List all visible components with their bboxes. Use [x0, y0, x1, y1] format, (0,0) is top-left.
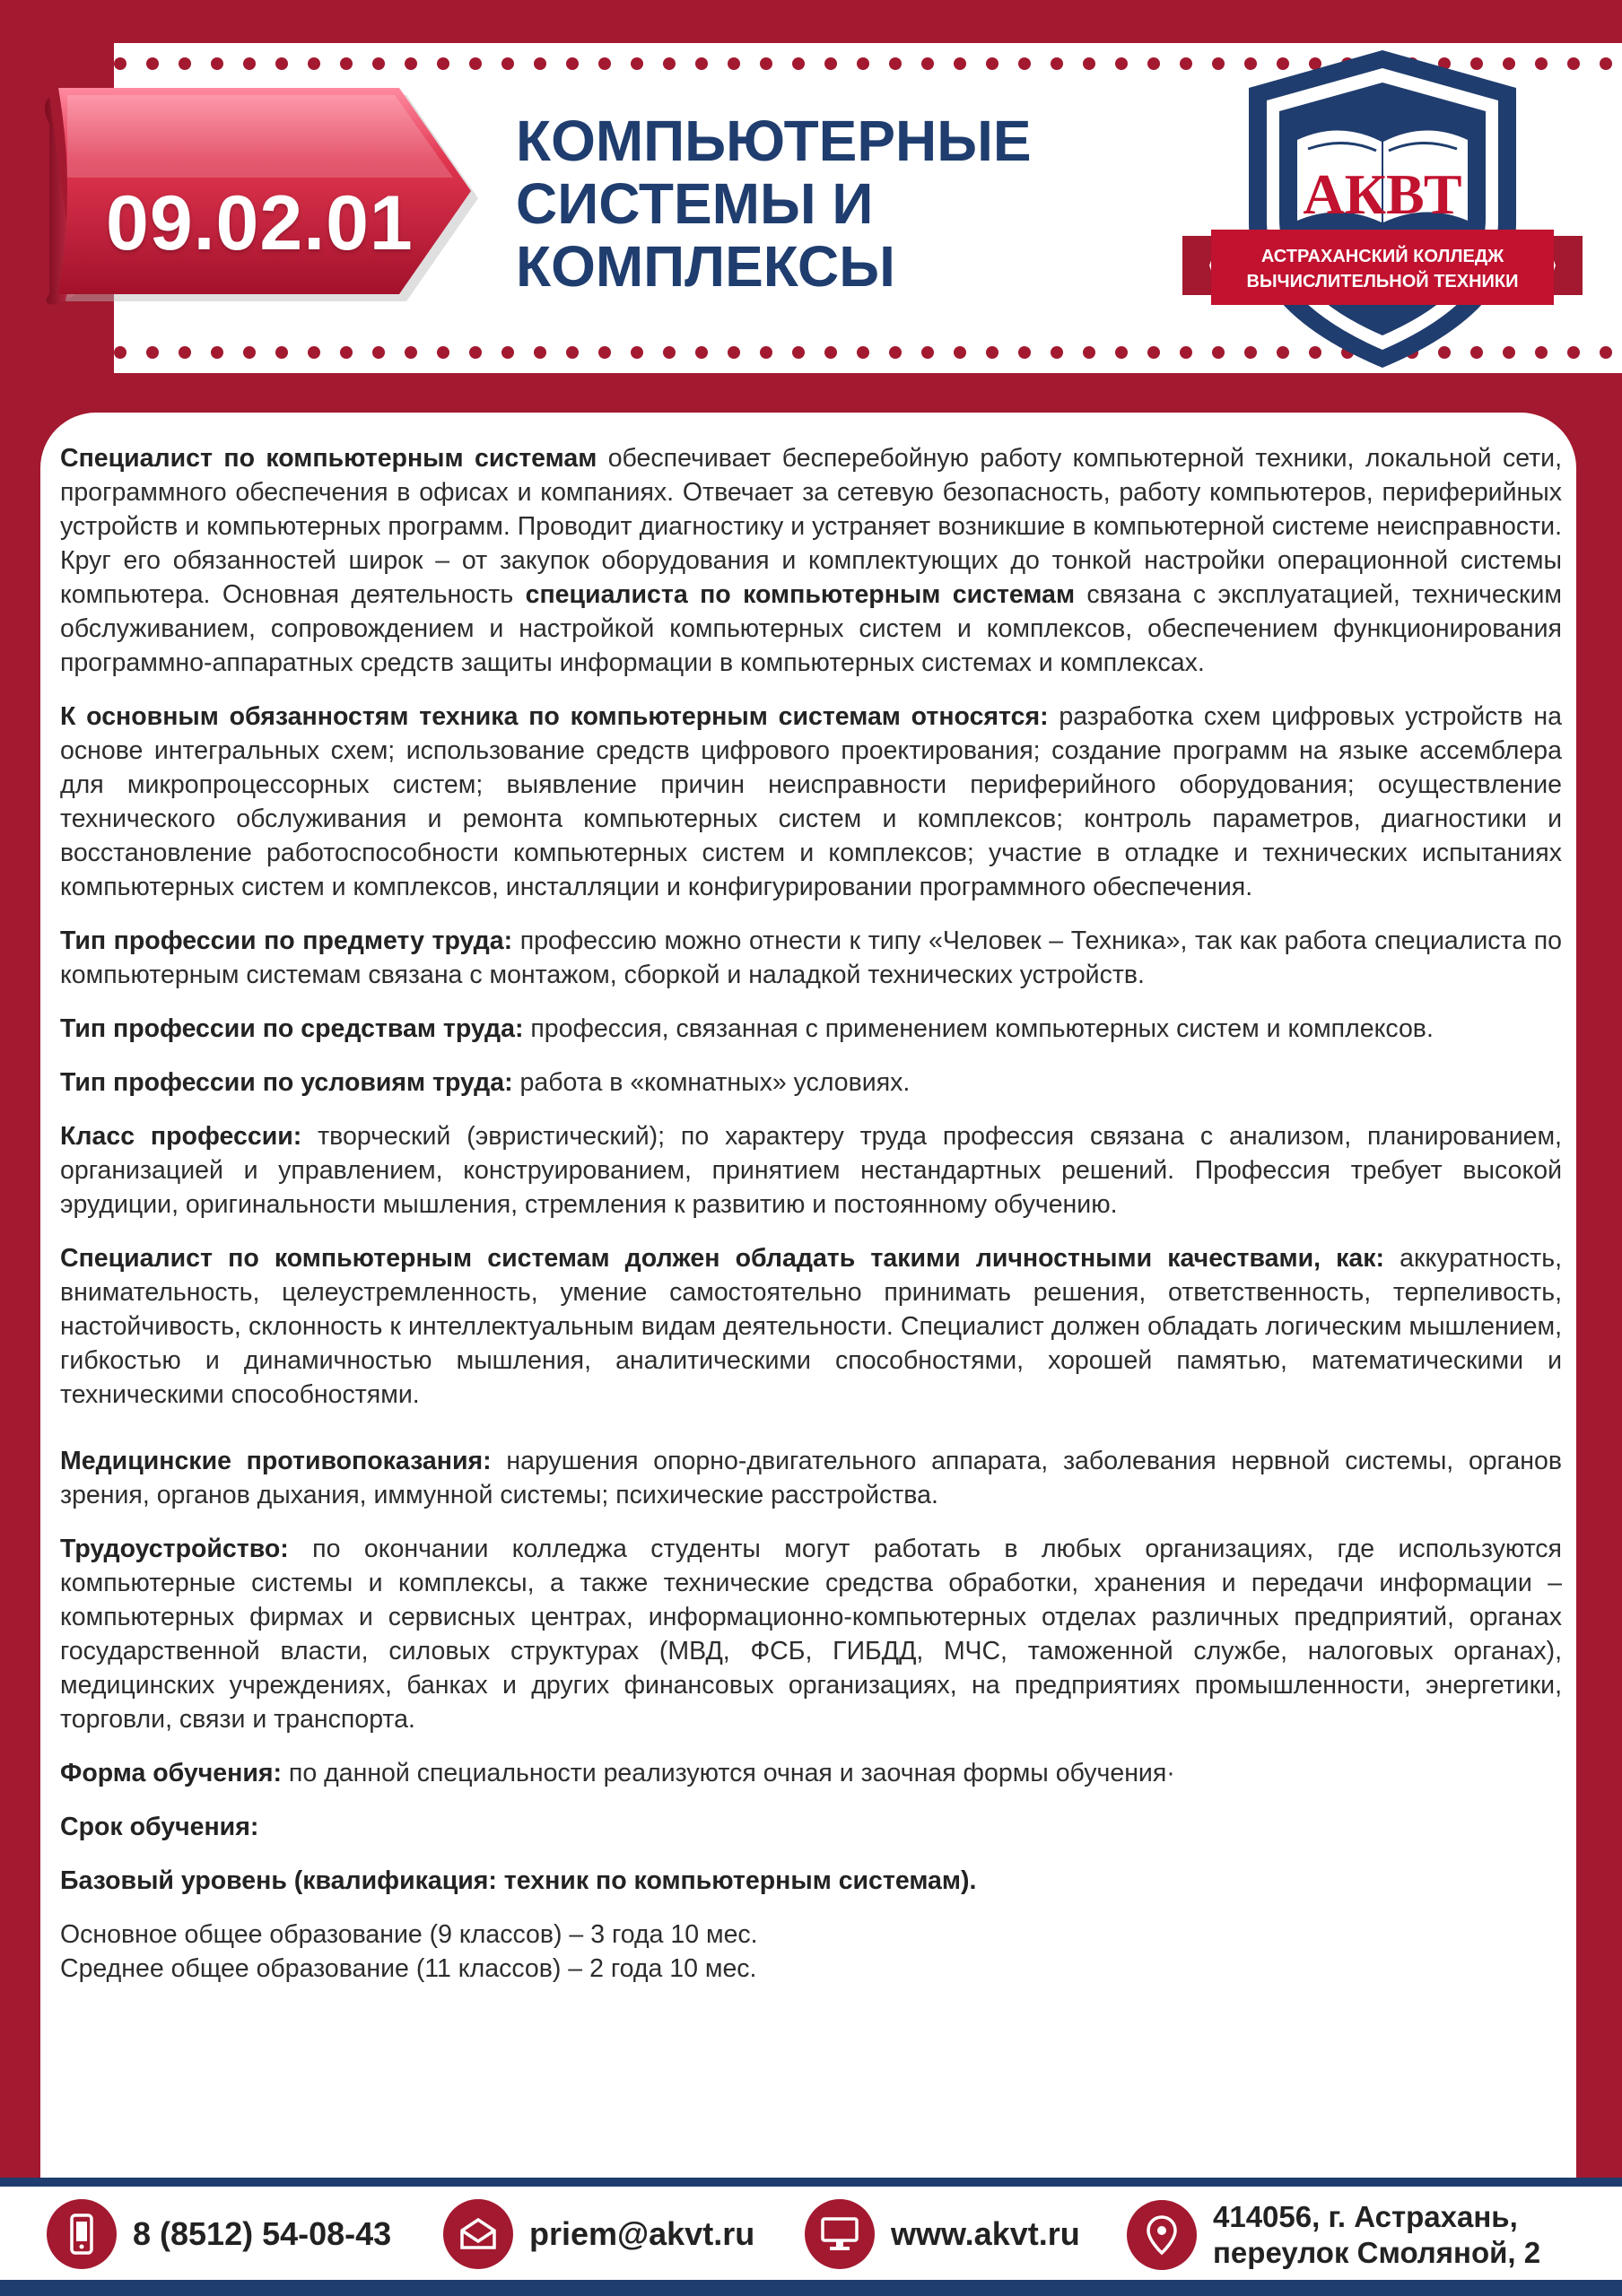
paragraph-text: творческий (эвристический); по характеру труда профессия связана с анализом, планированием, организацией и управлением, конструированием, принятием нестандартных решений. Профессия требует высокой эрудиции, оригинальности мышления, стремления к развитию и постоянному обучению. — [60, 1122, 1562, 1219]
decorative-dot — [921, 57, 934, 70]
decorative-dot — [437, 346, 449, 359]
college-logo — [1182, 43, 1583, 375]
decorative-dot — [211, 346, 223, 359]
decorative-dot — [114, 346, 126, 359]
decorative-dot — [1051, 57, 1063, 70]
logo-abbrev: АКВТ — [1303, 162, 1462, 226]
footer-contacts — [0, 2187, 1622, 2280]
decorative-dot — [566, 57, 579, 70]
footer — [0, 2178, 1622, 2296]
title-line-3: КОМПЛЕКСЫ — [516, 234, 895, 299]
term-line-9-grades: Основное общее образование (9 классов) – 3 года 10 мес. — [60, 1920, 758, 1949]
decorative-dot — [405, 57, 417, 70]
paragraph-qualities — [60, 1241, 1562, 1412]
phone-icon — [47, 2199, 117, 2269]
decorative-dot — [1051, 346, 1063, 359]
decorative-dot — [308, 57, 320, 70]
decorative-dot — [760, 346, 772, 359]
contact-website[interactable] — [805, 2203, 1080, 2266]
bold-lead: Трудоустройство: — [60, 1535, 289, 1563]
decorative-dot — [243, 346, 256, 359]
decorative-dot — [986, 346, 998, 359]
paragraph-text: связана с эксплуатацией, техническим обслуживанием, сопровождением и настройкой компьютерных систем и комплексов, обеспечением функционирования программно-аппаратных средств защиты информации в компьютерных системах и комплексах. — [60, 580, 1562, 677]
logo-line-2: ВЫЧИСЛИТЕЛЬНОЙ ТЕХНИКИ — [1246, 272, 1519, 291]
decorative-dot — [824, 346, 837, 359]
decorative-dot — [534, 346, 546, 359]
decorative-dot — [695, 57, 708, 70]
decorative-dot — [179, 346, 191, 359]
phone-number[interactable]: 8 (8512) 54-08-43 — [133, 2215, 392, 2252]
bold-lead: Тип профессии по предмету труда: — [60, 926, 513, 955]
mail-icon — [443, 2199, 513, 2269]
decorative-dot — [1018, 57, 1031, 70]
decorative-dot — [824, 57, 837, 70]
bold-lead: Специалист по компьютерным системам должен обладать такими личностными качествами, как: — [60, 1244, 1385, 1273]
decorative-dot — [663, 346, 676, 359]
paragraph-text: профессия, связанная с применением компьютерных систем и комплексов. — [523, 1014, 1434, 1043]
decorative-dot — [792, 346, 805, 359]
address-line-2: переулок Смоляной, 2 — [1213, 2236, 1541, 2269]
decorative-dot — [695, 346, 708, 359]
decorative-dot — [372, 346, 385, 359]
paragraph-contraindications — [60, 1444, 1562, 1512]
paragraph-text: аккуратность, внимательность, целеустремленность, умение самостоятельно принимать решения, ответственность, терпеливость, настойчивость, склонность к интеллектуальным видам деятельности. Специалист должен обладать логическим мышлением, гибкостью и динамичностью мышления, аналитическими способностями, хорошей памятью, математическими и техническими способностями. — [60, 1244, 1562, 1409]
decorative-dot — [211, 57, 223, 70]
decorative-dot — [372, 57, 385, 70]
paragraph-text: разработка схем цифровых устройств на основе интегральных схем; использование средств цифрового проектирования; создание программ на языке ассемблера для микропроцессорных систем; выявление причин неисправности периферийного оборудования; осуществление технического обслуживания и ремонта компьютерных систем и комплексов; контроль параметров, диагностики и восстановление работоспособности компьютерных систем и комплексов; участие в отладке и технических испытаниях компьютерных систем и комплексов, инсталляции и конфигурировании программного обеспечения. — [60, 702, 1562, 901]
decorative-dot — [857, 57, 869, 70]
decorative-dot — [921, 346, 934, 359]
paragraph-study-form — [60, 1756, 1562, 1790]
decorative-dot — [1147, 346, 1160, 359]
decorative-dot — [243, 57, 256, 70]
decorative-dot — [1600, 57, 1612, 70]
bold-lead: Форма обучения: — [60, 1759, 282, 1787]
paragraph-text: обеспечивает бесперебойную работу компьютерной техники, локальной сети, программного обеспечения в офисах и компаниях. Отвечает за сетевую безопасность, работу компьютеров, периферийных устройств и компьютерных программ. Проводит диагностику и устраняет возникшие в компьютерной системе неисправности. Круг его обязанностей широк – от закупок оборудования и комплектующих до тонкой настройки операционной системы компьютера. Основная деятельность — [60, 444, 1562, 609]
paragraph-text: по окончании колледжа студенты могут работать в любых организациях, где используются компьютерные системы и комплексы, а также технические средства обработки, хранения и передачи информации – компьютерных фирмах и сервисных центрах, информационно-компьютерных отделах различных предприятий, органах государственной власти, силовых структурах (МВД, ФСБ, ГИБДД, МЧС, таможенной службе, налоговых органах), медицинских учреждениях, банках и других финансовых организациях, на предприятиях промышленности, энергетики, торговли, связи и транспорта. — [60, 1535, 1562, 1734]
paragraph-text: работа в «комнатных» условиях. — [512, 1068, 911, 1097]
decorative-dot — [792, 57, 805, 70]
decorative-dot — [1083, 57, 1095, 70]
decorative-dot — [631, 57, 643, 70]
decorative-dot — [1018, 346, 1031, 359]
decorative-dot — [501, 57, 514, 70]
contact-email[interactable] — [443, 2203, 754, 2266]
decorative-dot — [146, 57, 159, 70]
decorative-dot — [114, 57, 126, 70]
paragraph-class — [60, 1119, 1562, 1222]
paragraph-text: по данной специальности реализуются очная и заочная формы обучения· — [281, 1759, 1175, 1787]
decorative-dot — [598, 57, 611, 70]
address-text — [1213, 2199, 1540, 2271]
paragraph-study-term — [60, 1810, 1562, 1844]
decorative-dot — [146, 346, 159, 359]
title-line-2: СИСТЕМЫ И — [516, 171, 874, 236]
bold-lead: Специалист по компьютерным системам — [60, 444, 597, 473]
paragraph-type-means — [60, 1012, 1562, 1046]
contact-phone[interactable] — [47, 2203, 391, 2266]
bold-lead: Базовый уровень (квалификация: техник по компьютерным системам). — [60, 1866, 977, 1895]
bold-lead: Тип профессии по условиям труда: — [60, 1068, 513, 1097]
term-line-11-grades: Среднее общее образование (11 классов) – 2 года 10 мес. — [60, 1954, 757, 1983]
decorative-dot — [1115, 346, 1128, 359]
decorative-dot — [405, 346, 417, 359]
decorative-dot — [728, 57, 740, 70]
decorative-dot — [308, 346, 320, 359]
decorative-dot — [598, 346, 611, 359]
bold-lead: К основным обязанностям техника по компьютерным системам относятся: — [60, 702, 1049, 731]
decorative-dot — [857, 346, 869, 359]
decorative-dot — [1147, 57, 1160, 70]
decorative-dot — [1600, 346, 1612, 359]
decorative-dot — [954, 57, 966, 70]
decorative-dot — [275, 346, 288, 359]
email-address[interactable]: priem@akvt.ru — [529, 2215, 755, 2252]
decorative-dot — [986, 57, 998, 70]
decorative-dot — [437, 57, 449, 70]
logo-line-1: АСТРАХАНСКИЙ КОЛЛЕДЖ — [1260, 247, 1504, 266]
decorative-dot — [889, 346, 902, 359]
specialty-code: 09.02.01 — [106, 180, 414, 266]
address-line-1: 414056, г. Астрахань, — [1213, 2200, 1518, 2233]
decorative-dot — [631, 346, 643, 359]
website-url[interactable]: www.akvt.ru — [891, 2215, 1080, 2252]
decorative-dot — [275, 57, 288, 70]
decorative-dot — [566, 346, 579, 359]
paragraph-text: профессию можно отнести к типу «Человек – Техника», так как работа специалиста по компьютерным системам связана с монтажом, сборкой и наладкой технических устройств. — [60, 926, 1562, 989]
monitor-icon — [805, 2199, 875, 2269]
location-pin-icon — [1127, 2200, 1197, 2270]
decorative-dot — [1083, 346, 1095, 359]
decorative-dot — [179, 57, 191, 70]
decorative-dot — [663, 57, 676, 70]
decorative-dot — [889, 57, 902, 70]
paragraph-base-level — [60, 1864, 1562, 1898]
bold-lead: Срок обучения: — [60, 1813, 259, 1841]
decorative-dot — [954, 346, 966, 359]
paragraph-type-subject — [60, 924, 1562, 992]
decorative-dot — [469, 57, 482, 70]
decorative-dot — [760, 57, 772, 70]
bold-lead: Класс профессии: — [60, 1122, 302, 1151]
bold-lead: Тип профессии по средствам труда: — [60, 1014, 524, 1043]
decorative-dot — [728, 346, 740, 359]
page-title — [516, 109, 1032, 298]
decorative-dot — [1115, 57, 1128, 70]
decorative-dot — [340, 346, 353, 359]
paragraph-text: нарушения опорно-двигательного аппарата, заболевания нервной системы, органов зрения, органов дыхания, иммунной системы; психические расстройства. — [60, 1447, 1563, 1509]
content-body — [60, 441, 1562, 1986]
paragraph-overview — [60, 441, 1562, 680]
paragraph-employment — [60, 1532, 1562, 1736]
bold-lead: Медицинские противопоказания: — [60, 1447, 492, 1475]
decorative-dot — [340, 57, 353, 70]
paragraph-type-conditions — [60, 1065, 1562, 1100]
decorative-dot — [469, 346, 482, 359]
title-line-1: КОМПЬЮТЕРНЫЕ — [516, 109, 1032, 173]
contact-address — [1127, 2188, 1540, 2282]
decorative-dot — [501, 346, 514, 359]
bold-lead: специалиста по компьютерным системам — [525, 580, 1076, 609]
paragraph-duties — [60, 700, 1562, 904]
decorative-dot — [534, 57, 546, 70]
